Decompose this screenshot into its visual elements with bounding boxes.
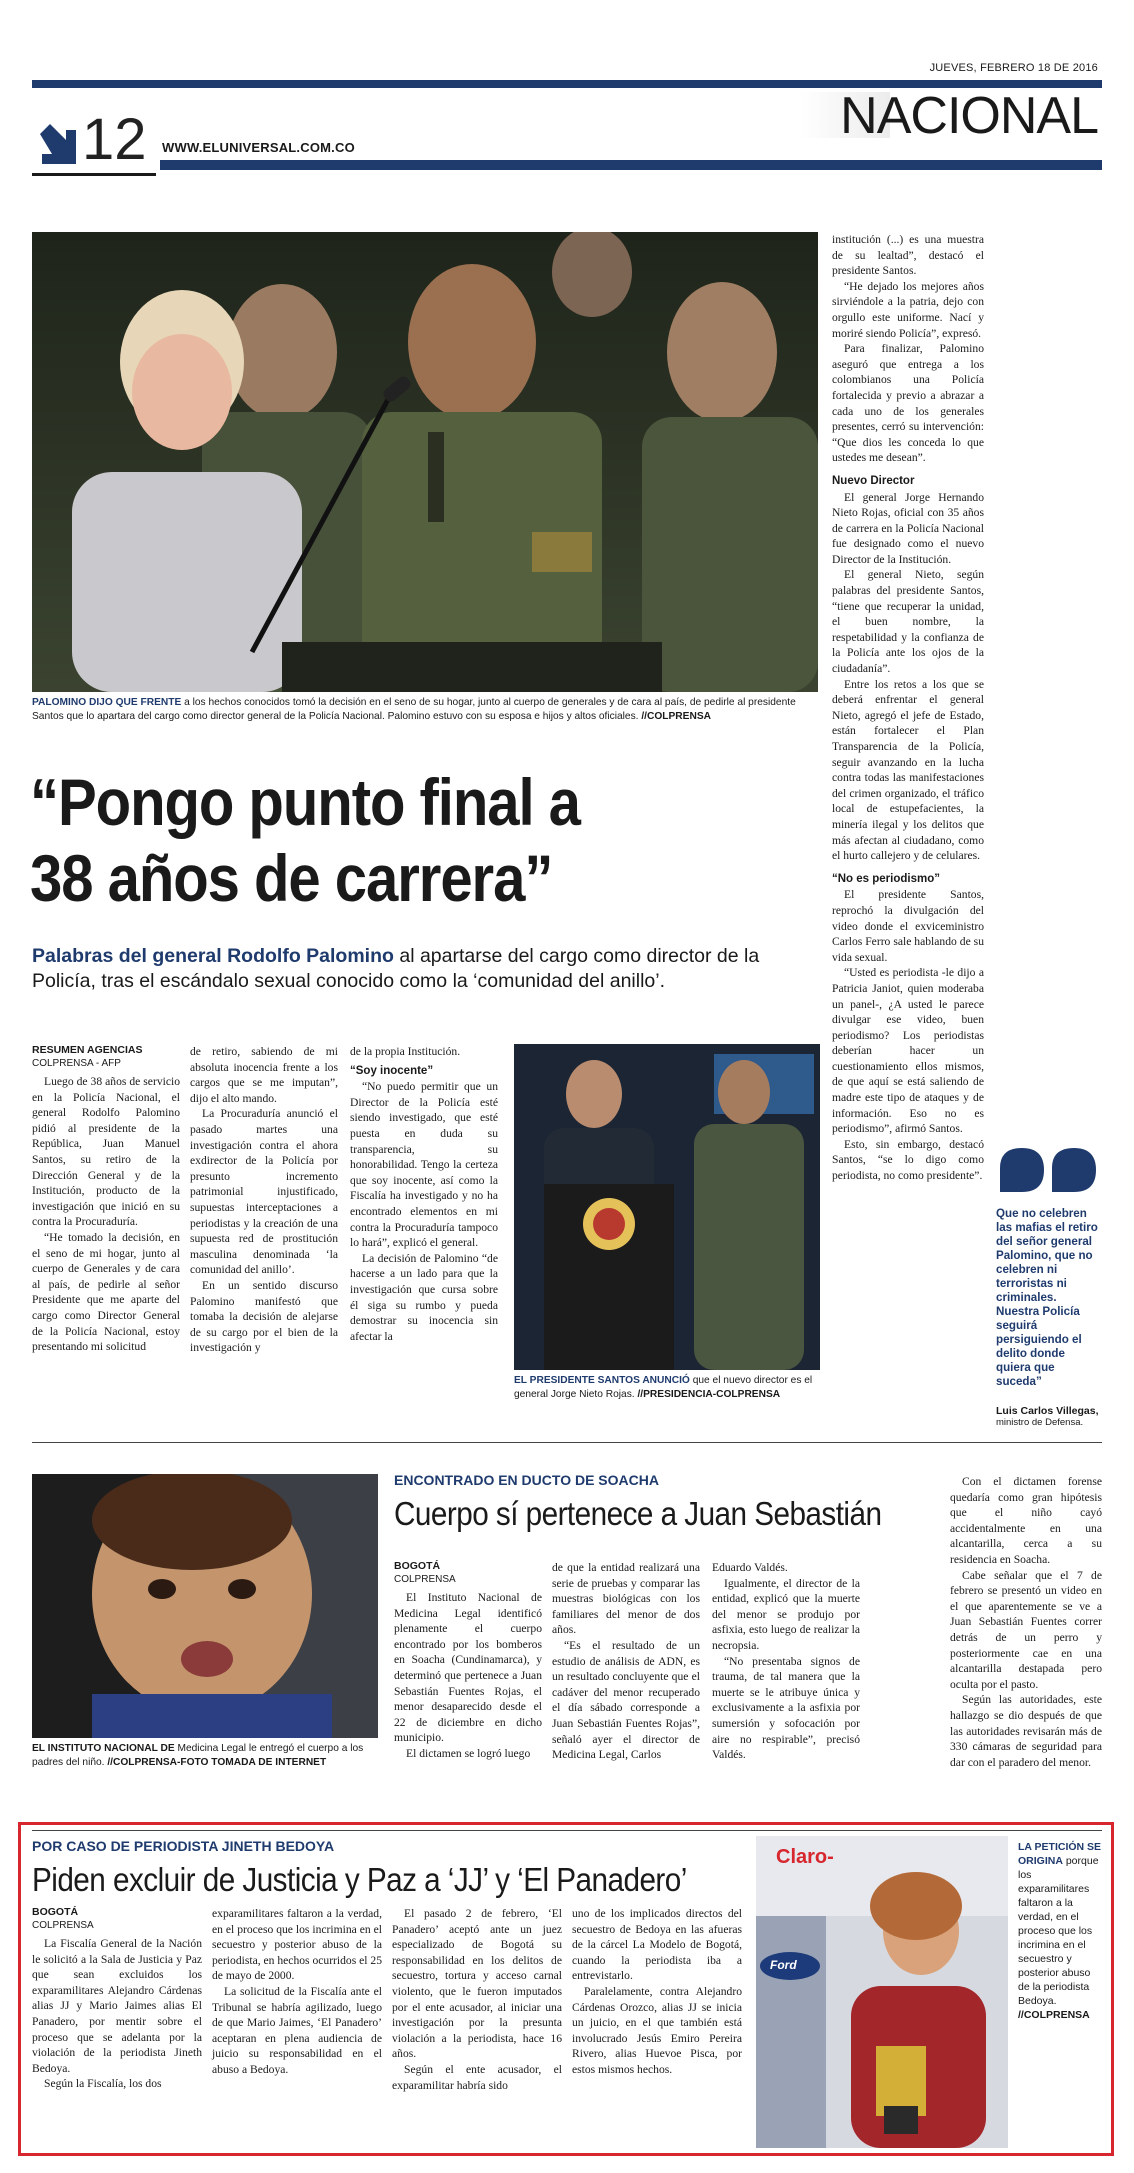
paragraph: “No presentaba signos de trauma, de tal manera que la muerte se le atribuye única y exclusivamente a la asfixia por sumersión y sofocación por aire no respirable”, precisó Valdés. — [712, 1654, 860, 1762]
santos-photo — [514, 1044, 820, 1370]
paragraph: Igualmente, el director de la entidad, explicó que la muerte del menor se produjo por asfixia, esto luego de realizar la necropsia. — [712, 1576, 860, 1652]
page-number: 12 — [82, 107, 147, 172]
caption-lead: PALOMINO DIJO QUE FRENTE — [32, 697, 182, 708]
paragraph: de que la entidad realizará una serie de pruebas y comparar las muestras biológicas con los familiares del menor de dos años. — [552, 1561, 700, 1637]
child-portrait-illustration — [32, 1474, 378, 1738]
caption-lead: LA PETICIÓN SE ORIGINA — [1018, 1841, 1102, 1867]
headline-line-1: “Pongo punto final a — [30, 765, 580, 839]
paragraph: “Usted es periodista -le dijo a Patricia Janiot, quien moderaba un panel-, ¿A usted le parece divulgar ese video, buen periodismo? Los periodistas deberían hacer un cuestionamiento ellos mismos, de que aquí se está saliendo de madre este tipo de ataques y de información. Eso no es periodismo”, afirmó Santos. — [832, 966, 984, 1136]
caption-lead: EL PRESIDENTE SANTOS ANUNCIÓ — [514, 1375, 690, 1386]
paragraph: La decisión de Palomino “de hacerse a un lado para que la investigación que cursa sobre él siga su rumbo y pueda demostrar su inocencia sin afectar la — [350, 1251, 498, 1343]
byline-agency: COLPRENSA - AFP — [32, 1058, 121, 1069]
story2-column-4 — [950, 1474, 1102, 1770]
story3-column-2 — [212, 1906, 382, 2078]
paragraph: Según el ente acusador, el exparamilitar habría sido — [392, 2062, 562, 2092]
deck-text: al apartarse del cargo como director de la Policía, tras el escándalo sexual conocido como la ‘comunidad del anillo’. — [32, 945, 760, 992]
main-photo — [32, 232, 818, 692]
paragraph: La Fiscalía General de la Nación le solicitó a la Sala de Justicia y Paz que sean excluidos los exparamilitares Alejandro Cárdenas alias JJ y Mario Jaimes alias El Panadero, por mentir sobre el proceso que se adelanta por la violación de la periodista Jineth Bedoya. — [32, 1937, 202, 2075]
paragraph: La solicitud de la Fiscalía ante el Tribunal se habría agilizado, luego de que Mario Jaimes, ‘El Panadero’ aceptaran en plena audiencia de juicio su responsabilidad en el abuso a Bedoya. — [212, 1984, 382, 2076]
story3-column-4 — [572, 1906, 742, 2078]
story3-headline: Piden excluir de Justicia y Paz a ‘JJ’ y ‘El Panadero’ — [32, 1861, 687, 1898]
photo-sign-claro: Claro- — [776, 1846, 834, 1868]
paragraph: Esto, sin embargo, destacó Santos, “se lo digo como periodista, no como presidente”. — [832, 1137, 984, 1183]
paragraph: “No puedo permitir que un Director de la Policía esté siendo investigado, que esté puesta en duda su transparencia, su honorabilidad. Tengo la certeza que soy inocente, así como la Fiscalía ha investigado y no ha encontrado elementos en mi contra la Procuraduría tampoco lo hará”, explicó el general. — [350, 1080, 498, 1250]
byline-agency: COLPRENSA — [394, 1574, 456, 1585]
paragraph: El pasado 2 de febrero, ‘El Panadero’ aceptó ante un juez especializado de Bogotá su responsabilidad en los delitos de secuestro, tortura y acceso carnal violento, que le fueron imputados por el ente acusador, al iniciar una investigación por la presunta violación a la periodista, hace 16 años. — [392, 1907, 562, 2061]
issue-date: JUEVES, FEBRERO 18 DE 2016 — [929, 62, 1098, 74]
website-url: WWW.ELUNIVERSAL.COM.CO — [162, 140, 355, 155]
paragraph: exparamilitares faltaron a la verdad, en el proceso que los incrimina en el secuestro y posterior abuso de la periodista, en hechos ocurridos el 25 de mayo de 2000. — [212, 1907, 382, 1983]
story3-column-1 — [32, 1906, 202, 2092]
main-deck — [32, 944, 822, 994]
story3-top-rule — [32, 1830, 1102, 1831]
arrow-down-right-icon — [36, 124, 80, 168]
paragraph: En un sentido discurso Palomino manifestó que tomaba la decisión de alejarse de su cargo por el bien de la investigación y — [190, 1278, 338, 1355]
child-photo-caption — [32, 1742, 382, 1770]
paragraph: de retiro, sabiendo de mi absoluta inocencia frente a los cargos que se me imputan”, dijo el alto mando. — [190, 1045, 338, 1105]
paragraph: Con el dictamen forense quedaría como gran hipótesis que el niño cayó accidentalmente en una alcantarilla, cerca a su residencia en Soacha. — [950, 1475, 1102, 1566]
story2-top-rule — [32, 1442, 1102, 1443]
paragraph: El presidente Santos, reprochó la divulgación del video donde el exviceministro Carlos Ferro sale hablando de su vida sexual. — [832, 888, 984, 964]
caption-credit: //COLPRENSA — [1018, 2009, 1090, 2021]
headline-line-2: 38 años de carrera” — [30, 841, 553, 915]
caption-text: porque los exparamilitares faltaron a la verdad, en el proceso que los incrimina en el secuestro y posterior abuso de la periodista Bedoya. — [1018, 1855, 1099, 2007]
main-column-1 — [32, 1044, 180, 1355]
paragraph: Según la Fiscalía, los dos — [44, 2077, 162, 2091]
story2-headline: Cuerpo sí pertenece a Juan Sebastián — [394, 1495, 882, 1532]
bedoya-photo-caption — [1018, 1840, 1104, 2022]
bedoya-photo — [756, 1836, 1008, 2148]
caption-credit: //COLPRENSA-FOTO TOMADA DE INTERNET — [107, 1757, 327, 1768]
caption-credit: //COLPRENSA — [641, 711, 711, 722]
quote-marks-icon — [996, 1144, 1102, 1196]
byline-place: BOGOTÁ — [32, 1906, 79, 1918]
main-column-2 — [190, 1044, 338, 1356]
main-right-column — [832, 232, 984, 1184]
subhead-no-es-periodismo: “No es periodismo” — [832, 872, 940, 885]
main-column-3 — [350, 1044, 498, 1344]
story2-column-1 — [394, 1560, 542, 1762]
main-photo-caption — [32, 696, 822, 724]
quote-author-role: ministro de Defensa. — [996, 1417, 1084, 1428]
caption-credit: //PRESIDENCIA-COLPRENSA — [637, 1389, 781, 1400]
story3-column-3 — [392, 1906, 562, 2093]
santos-photo-caption — [514, 1374, 822, 1402]
paragraph: uno de los implicados directos del secuestro de Bedoya en las afueras de la cárcel La Modelo de Bogotá, cuando la periodista iba a entrevistarlo. — [572, 1907, 742, 1983]
officers-photo-illustration — [32, 232, 818, 692]
press-conference-illustration — [514, 1044, 820, 1370]
story2-byline — [394, 1560, 542, 1586]
header-bottom-rule — [160, 160, 1102, 170]
byline-place: BOGOTÁ — [394, 1560, 441, 1572]
paragraph: El dictamen se logró luego — [406, 1746, 531, 1760]
paragraph: Cabe señalar que el 7 de febrero se presentó un video en el que aparentemente se ve a Juan Sebastián Fuentes correr detrás de un perro y posteriormente cae en una alcantarilla destapada pero oculta por el pasto. — [950, 1568, 1102, 1691]
page-number-box — [32, 107, 156, 176]
paragraph: El Instituto Nacional de Medicina Legal identificó plenamente el cuerpo encontrado por los bomberos en Soacha (Cundinamarca), y determinó que pertenece a Juan Sebastián Fuentes Rojas, el menor desaparecido desde el 22 de diciembre en dicho municipio. — [394, 1591, 542, 1745]
paragraph: “Es el resultado de un estudio de análisis de ADN, es un resultado concluyente que el cadáver del menor recuperado el día sábado corresponde a Juan Sebastián Fuentes Rojas”, señaló ayer el director de Medicina Legal, Carlos — [552, 1638, 700, 1762]
section-title: NACIONAL — [840, 87, 1098, 145]
award-photo-illustration — [756, 1836, 1008, 2148]
paragraph: El general Nieto, según palabras del presidente Santos, “tiene que recuperar la unidad, el buen nombre, la respetabilidad y la confianza de la Policía ante los ojos de la ciudadanía”. — [832, 568, 984, 676]
caption-lead: EL INSTITUTO NACIONAL DE — [32, 1743, 175, 1754]
story2-column-2 — [552, 1560, 700, 1763]
paragraph: La Procuraduría anunció el pasado martes una investigación contra el ahora exdirector de la Policía por presunto incremento patrimonial injustificado, supuestas interceptaciones a periodistas y la creación de una supuesta red de prostitución masculina denominada ‘la comunidad del anillo’. — [190, 1107, 338, 1277]
paragraph: Según las autoridades, este hallazgo se dio después de que las autoridades revisarán más de 330 cámaras de seguridad para dar con el paradero del menor. — [950, 1693, 1102, 1769]
story2-kicker: ENCONTRADO EN DUCTO DE SOACHA — [394, 1472, 659, 1488]
paragraph: “He tomado la decisión, en el seno de mi hogar, junto al cuerpo de Generales y de cara al país, de pedirle al señor Presidente que me aparte del cargo como Director General de la Policía Nacional, estoy presentando mi solicitud — [32, 1230, 180, 1354]
paragraph: de la propia Institución. — [350, 1045, 461, 1058]
byline-agency: COLPRENSA — [32, 1920, 94, 1931]
photo-sign-ford: Ford — [770, 1958, 797, 1972]
caption-text: Medicina Legal le entregó el cuerpo a los padres del niño. — [32, 1743, 364, 1768]
main-byline — [32, 1044, 180, 1070]
paragraph: El general Jorge Hernando Nieto Rojas, oficial con 35 años de carrera en la Policía Nacional fue designado como el nuevo Director de la Institución. — [832, 490, 984, 566]
story3-byline — [32, 1906, 202, 1932]
paragraph: institución (...) es una muestra de su lealtad”, destacó el presidente Santos. — [832, 233, 984, 278]
byline-author: RESUMEN AGENCIAS — [32, 1044, 143, 1056]
subhead-nuevo-director: Nuevo Director — [832, 474, 915, 487]
caption-text: a los hechos conocidos tomó la decisión en el seno de su hogar, junto al cuerpo de generales y de cara al país, de pedirle al presidente Santos que lo apartara del cargo como director general de la Policía Nacional. Palomino estuvo con su esposa e hijos y altos oficiales. — [32, 697, 796, 722]
child-photo — [32, 1474, 378, 1738]
deck-lead: Palabras del general Rodolfo Palomino — [32, 945, 394, 967]
paragraph: Para finalizar, Palomino aseguró que entrega a los colombianos una Policía fortalecida y previo a abrazar a cada uno de los generales presentes, cerró su intervención: “Que dios les conceda lo que ustedes me desean”. — [832, 342, 984, 465]
paragraph: Eduardo Valdés. — [712, 1561, 788, 1574]
quote-author: Luis Carlos Villegas, — [996, 1405, 1099, 1417]
paragraph: Entre los retos a los que se deberá enfrentar el general Nieto, agregó el jefe de Estado, están fortalecer el Plan Transparencia de la Policía, seguir avanzando en la lucha contra todas las manifestaciones del crimen organizado, el tráfico local de estupefacientes, la minería ilegal y los delitos que más afectan al ciudadano, como el hurto callejero y de celulares. — [832, 677, 984, 863]
subhead-soy-inocente: “Soy inocente” — [350, 1064, 434, 1077]
caption-text: que el nuevo director es el general Jorge Nieto Rojas. — [514, 1375, 813, 1400]
pull-quote — [996, 1144, 1102, 1428]
paragraph: Luego de 38 años de servicio en la Policía Nacional, el general Rodolfo Palomino pidió al presidente de la República, Juan Manuel Santos, su retiro de la Dirección General y de la Institución, producto de la investigación que inició en su contra la Procuraduría. — [32, 1075, 180, 1229]
main-headline — [30, 764, 725, 916]
story2-column-3 — [712, 1560, 860, 1763]
story3-kicker: POR CASO DE PERIODISTA JINETH BEDOYA — [32, 1838, 335, 1854]
quote-text: Que no celebren las mafias el retiro del señor general Palomino, que no celebren ni terroristas ni criminales. Nuestra Policía seguirá persiguiendo el delito donde quiera que suceda” — [996, 1207, 1098, 1388]
paragraph: “He dejado los mejores años sirviéndole a la patria, dejo con orgullo este uniforme. Nací y moriré siendo Policía”, expresó. — [832, 279, 984, 340]
paragraph: Paralelamente, contra Alejandro Cárdenas Orozco, alias JJ se inicia un juicio, en el que también está involucrado Jesús Emiro Pereira Rivero, alias Huevoe Pisca, por estos mismos hechos. — [572, 1984, 742, 2076]
